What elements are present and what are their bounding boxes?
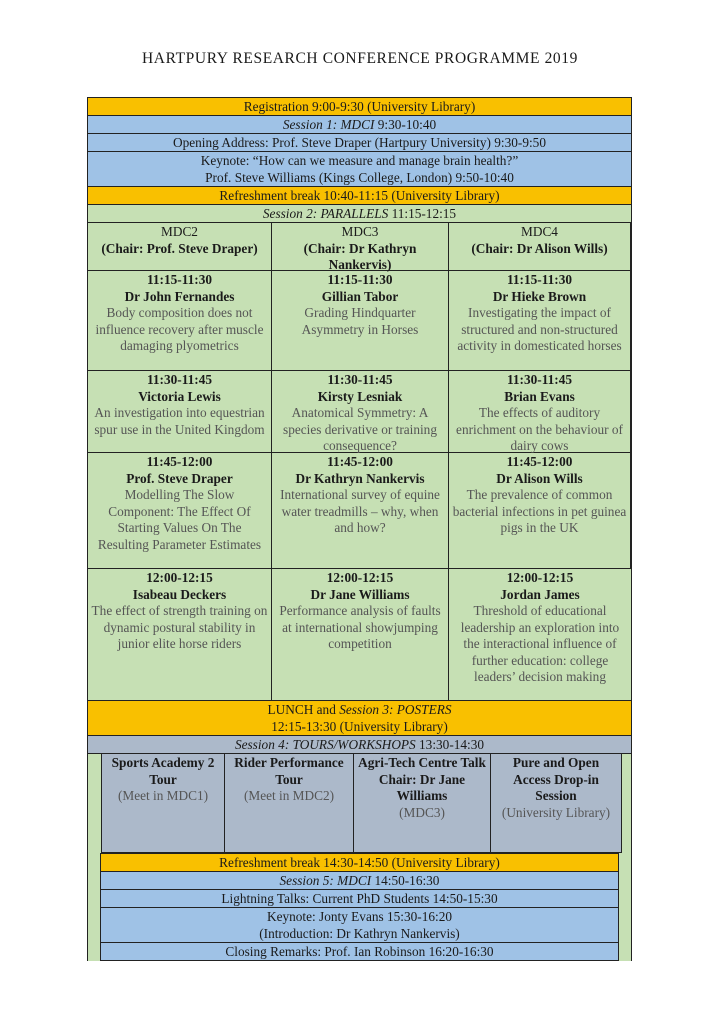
workshops-wrap xyxy=(87,754,632,853)
room-name: MDC4 xyxy=(521,224,558,239)
registration-row: Registration 9:00-9:30 (University Library) xyxy=(87,97,632,116)
talk-speaker: Dr Jane Williams xyxy=(310,586,410,602)
talk-cell xyxy=(272,569,449,700)
talk-time: 11:15-11:30 xyxy=(146,272,212,287)
talk-time: 12:00-12:15 xyxy=(326,570,394,585)
talk-speaker: Jordan James xyxy=(500,586,580,602)
talk-cell xyxy=(449,453,631,569)
talk-speaker: Gillian Tabor xyxy=(321,288,399,304)
talk-title: Modelling The Slow Component: The Effect Of Starting Values On The Resulting Parameter Estimates xyxy=(97,487,262,552)
talk-speaker: Kirsty Lesniak xyxy=(317,388,403,404)
closing-row: Closing Remarks: Prof. Ian Robinson 16:20-16:30 xyxy=(100,943,619,961)
break1-row: Refreshment break 10:40-11:15 (University Library) xyxy=(87,187,632,205)
keynote1-line1: Keynote: “How can we measure and manage brain health?” xyxy=(200,153,519,168)
workshop-cell xyxy=(225,754,354,852)
keynote2-row xyxy=(100,908,619,943)
talk-speaker: Isabeau Deckers xyxy=(132,586,227,602)
parallels-grid xyxy=(87,223,632,701)
talk-cell xyxy=(272,453,449,569)
talk-time: 11:30-11:45 xyxy=(327,372,393,387)
keynote1-line2: Prof. Steve Williams (Kings College, London) 9:50-10:40 xyxy=(205,170,514,185)
room-name: MDC2 xyxy=(161,224,198,239)
room-chair: (Chair: Dr Alison Wills) xyxy=(471,240,608,256)
talk-cell xyxy=(88,271,272,371)
talk-title: The effect of strength training on dynamic postural stability in junior elite horse riders xyxy=(91,603,268,651)
talk-cell xyxy=(88,371,272,453)
talk-time: 12:00-12:15 xyxy=(146,570,213,585)
talk-speaker: Dr Hieke Brown xyxy=(492,288,587,304)
workshop-title: Pure and Open Access Drop-in Session xyxy=(512,755,600,803)
talk-time: 11:45-12:00 xyxy=(506,454,573,469)
session1-row xyxy=(87,116,632,134)
session1-time: 9:30-10:40 xyxy=(374,117,437,132)
keynote2-line2: (Introduction: Dr Kathryn Nankervis) xyxy=(259,926,460,941)
session5-wrap xyxy=(87,853,632,961)
workshop-title: Rider Performance Tour xyxy=(234,755,344,787)
talk-title: Body composition does not influence recovery after muscle damaging plyometrics xyxy=(95,305,264,353)
talk-time: 11:30-11:45 xyxy=(146,372,212,387)
workshop-note: (MDC3) xyxy=(399,804,445,820)
session2-time: 11:15-12:15 xyxy=(388,206,457,221)
keynote1-row xyxy=(87,152,632,187)
session5-time: 14:50-16:30 xyxy=(371,873,440,888)
workshop-cell xyxy=(102,754,225,852)
session4-name: Session 4: TOURS/WORKSHOPS xyxy=(234,737,416,752)
opening-row: Opening Address: Prof. Steve Draper (Hartpury University) 9:30-9:50 xyxy=(87,134,632,152)
room-name: MDC3 xyxy=(341,224,379,239)
talk-speaker: Victoria Lewis xyxy=(138,388,221,404)
talk-title: Performance analysis of faults at international showjumping competition xyxy=(279,603,441,651)
talk-time: 11:30-11:45 xyxy=(506,372,572,387)
workshop-title: Agri-Tech Centre Talk xyxy=(358,755,486,770)
talk-time: 11:45-12:00 xyxy=(327,454,393,469)
talk-time: 11:45-12:00 xyxy=(146,454,213,469)
session5-name: Session 5: MDCI xyxy=(279,873,372,888)
session5-row xyxy=(100,872,619,890)
talk-speaker: Dr Alison Wills xyxy=(496,470,583,486)
session2-name: Session 2: PARALLELS xyxy=(262,206,389,221)
lunch-session: Session 3: POSTERS xyxy=(339,702,452,717)
talk-title: Threshold of educational leadership an exploration into the interactional influence of further education: college leaders’ decision making xyxy=(460,603,620,684)
talk-title: The prevalence of common bacterial infections in pet guinea pigs in the UK xyxy=(452,487,627,535)
workshop-cell xyxy=(491,754,621,852)
talk-cell xyxy=(88,569,272,700)
workshop-cell xyxy=(354,754,491,852)
lightning-row: Lightning Talks: Current PhD Students 14:50-15:30 xyxy=(100,890,619,908)
workshops-grid xyxy=(101,754,622,853)
workshop-note: (Meet in MDC1) xyxy=(117,788,209,803)
session2-row xyxy=(87,205,632,223)
document-title: HARTPURY RESEARCH CONFERENCE PROGRAMME 2019 xyxy=(142,50,578,67)
lunch-line2: 12:15-13:30 (University Library) xyxy=(271,719,448,734)
talk-cell xyxy=(272,371,449,453)
talk-speaker: Dr John Fernandes xyxy=(124,288,235,304)
room-header xyxy=(449,223,631,271)
workshop-chair: Chair: Dr Jane Williams xyxy=(378,771,466,803)
keynote2-line1: Keynote: Jonty Evans 15:30-16:20 xyxy=(266,909,453,924)
talk-cell xyxy=(272,271,449,371)
workshop-note: (Meet in MDC2) xyxy=(243,788,335,803)
talk-speaker: Brian Evans xyxy=(504,388,575,404)
room-header xyxy=(272,223,449,271)
room-header xyxy=(88,223,272,271)
lunch-row xyxy=(87,701,632,736)
lunch-prefix: LUNCH and xyxy=(267,702,340,717)
workshop-note: (University Library) xyxy=(501,804,611,820)
talk-title: International survey of equine water treadmills – why, when and how? xyxy=(280,487,440,535)
workshop-title: Sports Academy 2 Tour xyxy=(111,755,215,787)
talk-speaker: Prof. Steve Draper xyxy=(126,470,233,486)
talk-title: An investigation into equestrian spur use in the United Kingdom xyxy=(94,405,265,437)
talk-time: 11:15-11:30 xyxy=(327,272,393,287)
talk-title: Anatomical Symmetry: A species derivative or training consequence? xyxy=(283,405,437,453)
session4-row xyxy=(87,736,632,754)
session4-time: 13:30-14:30 xyxy=(415,737,485,752)
talk-time: 12:00-12:15 xyxy=(506,570,574,585)
programme-table xyxy=(87,97,632,961)
talk-cell xyxy=(449,271,631,371)
talk-title: The effects of auditory enrichment on the behaviour of dairy cows xyxy=(456,405,623,453)
talk-cell xyxy=(88,453,272,569)
talk-cell xyxy=(449,371,631,453)
talk-time: 11:15-11:30 xyxy=(506,272,572,287)
session1-name: Session 1: MDCI xyxy=(282,117,375,132)
talk-title: Grading Hindquarter Asymmetry in Horses xyxy=(301,305,419,337)
talk-title: Investigating the impact of structured and non-structured activity in domesticated horses xyxy=(457,305,622,353)
room-chair: (Chair: Dr Kathryn Nankervis) xyxy=(303,240,417,272)
break2-row: Refreshment break 14:30-14:50 (University Library) xyxy=(100,853,619,872)
talk-cell xyxy=(449,569,631,700)
room-chair: (Chair: Prof. Steve Draper) xyxy=(101,240,258,256)
talk-speaker: Dr Kathryn Nankervis xyxy=(295,470,425,486)
